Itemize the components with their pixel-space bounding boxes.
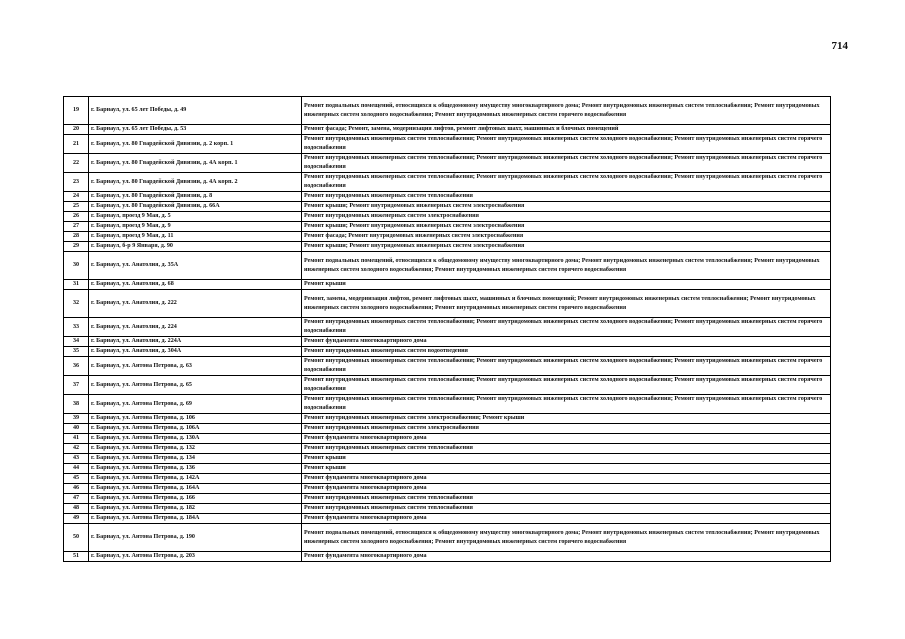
row-number-cell: 24 [64, 192, 89, 202]
table-row [64, 202, 831, 212]
table-row [64, 357, 831, 376]
address-cell: г. Барнаул, ул. 65 лет Победы, д. 49 [89, 97, 302, 125]
works-cell: Ремонт внутридомовых инженерных систем теплоснабжения [302, 504, 831, 514]
table-row [64, 524, 831, 552]
row-number-cell: 32 [64, 290, 89, 318]
row-number-cell: 42 [64, 444, 89, 454]
table-row [64, 318, 831, 337]
repair-register-table [63, 96, 831, 562]
address-cell: г. Барнаул, ул. Анатолия, д. 304А [89, 347, 302, 357]
table-row [64, 474, 831, 484]
page-number: 714 [831, 40, 848, 52]
table-row [64, 173, 831, 192]
address-cell: г. Барнаул, ул. Антона Петрова, д. 182 [89, 504, 302, 514]
address-cell: г. Барнаул, ул. Антона Петрова, д. 190 [89, 524, 302, 552]
table-body [64, 97, 831, 562]
table-row [64, 376, 831, 395]
row-number-cell: 43 [64, 454, 89, 464]
address-cell: г. Барнаул, ул. Анатолия, д. 224А [89, 337, 302, 347]
row-number-cell: 44 [64, 464, 89, 474]
address-cell: г. Барнаул, проезд 9 Мая, д. 11 [89, 232, 302, 242]
works-cell: Ремонт фасада; Ремонт внутридомовых инженерных систем электроснабжения [302, 232, 831, 242]
works-cell: Ремонт подвальных помещений, относящихся к общедомовому имуществу многоквартирного дома; Ремонт внутридомовых инженерных систем теплоснабжения; Ремонт внутридомовых инженерных систем холодного водоснабжения; Ремонт внутридомовых инженерных систем горячего водоснабжения [302, 252, 831, 280]
address-cell: г. Барнаул, ул. Антона Петрова, д. 69 [89, 395, 302, 414]
table-row [64, 434, 831, 444]
works-cell: Ремонт крыши [302, 280, 831, 290]
table-row [64, 222, 831, 232]
works-cell: Ремонт крыши [302, 454, 831, 464]
table-row [64, 337, 831, 347]
address-cell: г. Барнаул, ул. Антона Петрова, д. 136 [89, 464, 302, 474]
row-number-cell: 51 [64, 552, 89, 562]
table-row [64, 484, 831, 494]
address-cell: г. Барнаул, ул. Антона Петрова, д. 65 [89, 376, 302, 395]
works-cell: Ремонт подвальных помещений, относящихся к общедомовому имуществу многоквартирного дома; Ремонт внутридомовых инженерных систем теплоснабжения; Ремонт внутридомовых инженерных систем холодного водоснабжения; Ремонт внутридомовых инженерных систем горячего водоснабжения [302, 524, 831, 552]
table-row [64, 454, 831, 464]
address-cell: г. Барнаул, ул. Антона Петрова, д. 130А [89, 434, 302, 444]
row-number-cell: 39 [64, 414, 89, 424]
works-cell: Ремонт фундамента многоквартирного дома [302, 337, 831, 347]
address-cell: г. Барнаул, ул. Антона Петрова, д. 184А [89, 514, 302, 524]
works-cell: Ремонт внутридомовых инженерных систем теплоснабжения; Ремонт внутридомовых инженерных систем холодного водоснабжения; Ремонт внутридомовых инженерных систем горячего водоснабжения [302, 173, 831, 192]
address-cell: г. Барнаул, ул. Антона Петрова, д. 134 [89, 454, 302, 464]
row-number-cell: 26 [64, 212, 89, 222]
works-cell: Ремонт внутридомовых инженерных систем теплоснабжения; Ремонт внутридомовых инженерных систем холодного водоснабжения; Ремонт внутридомовых инженерных систем горячего водоснабжения [302, 395, 831, 414]
address-cell: г. Барнаул, ул. Анатолия, д. 68 [89, 280, 302, 290]
works-cell: Ремонт, замена, модернизация лифтов, ремонт лифтовых шахт, машинных и блочных помещений; Ремонт внутридомовых инженерных систем теплоснабжения; Ремонт внутридомовых инженерных систем холодного водоснабжения; Ремонт внутридомовых инженерных систем горячего водоснабжения [302, 290, 831, 318]
row-number-cell: 22 [64, 154, 89, 173]
address-cell: г. Барнаул, ул. 65 лет Победы, д. 53 [89, 125, 302, 135]
row-number-cell: 35 [64, 347, 89, 357]
works-cell: Ремонт внутридомовых инженерных систем теплоснабжения; Ремонт внутридомовых инженерных систем холодного водоснабжения; Ремонт внутридомовых инженерных систем горячего водоснабжения [302, 154, 831, 173]
address-cell: г. Барнаул, ул. Антона Петрова, д. 142А [89, 474, 302, 484]
table-row [64, 135, 831, 154]
row-number-cell: 38 [64, 395, 89, 414]
address-cell: г. Барнаул, ул. Антона Петрова, д. 164А [89, 484, 302, 494]
table-row [64, 280, 831, 290]
works-cell: Ремонт фундамента многоквартирного дома [302, 474, 831, 484]
row-number-cell: 37 [64, 376, 89, 395]
table-row [64, 212, 831, 222]
row-number-cell: 46 [64, 484, 89, 494]
works-cell: Ремонт фундамента многоквартирного дома [302, 552, 831, 562]
row-number-cell: 34 [64, 337, 89, 347]
row-number-cell: 28 [64, 232, 89, 242]
table-row [64, 290, 831, 318]
table-row [64, 504, 831, 514]
address-cell: г. Барнаул, проезд 9 Мая, д. 9 [89, 222, 302, 232]
works-cell: Ремонт крыши; Ремонт внутридомовых инженерных систем электроснабжения [302, 202, 831, 212]
row-number-cell: 31 [64, 280, 89, 290]
table-row [64, 347, 831, 357]
row-number-cell: 50 [64, 524, 89, 552]
works-cell: Ремонт фундамента многоквартирного дома [302, 484, 831, 494]
works-cell: Ремонт внутридомовых инженерных систем теплоснабжения; Ремонт внутридомовых инженерных систем холодного водоснабжения; Ремонт внутридомовых инженерных систем горячего водоснабжения [302, 376, 831, 395]
table-row [64, 552, 831, 562]
address-cell: г. Барнаул, ул. Антона Петрова, д. 63 [89, 357, 302, 376]
address-cell: г. Барнаул, ул. 80 Гвардейской Дивизии, д. 8 [89, 192, 302, 202]
address-cell: г. Барнаул, ул. 80 Гвардейской Дивизии, д. 66А [89, 202, 302, 212]
address-cell: г. Барнаул, б-р 9 Января, д. 90 [89, 242, 302, 252]
works-cell: Ремонт внутридомовых инженерных систем теплоснабжения; Ремонт внутридомовых инженерных систем холодного водоснабжения; Ремонт внутридомовых инженерных систем горячего водоснабжения [302, 357, 831, 376]
table-row [64, 444, 831, 454]
table-row [64, 464, 831, 474]
works-cell: Ремонт внутридомовых инженерных систем электроснабжения [302, 212, 831, 222]
row-number-cell: 49 [64, 514, 89, 524]
address-cell: г. Барнаул, ул. Анатолия, д. 35А [89, 252, 302, 280]
works-cell: Ремонт крыши; Ремонт внутридомовых инженерных систем электроснабжения [302, 222, 831, 232]
row-number-cell: 30 [64, 252, 89, 280]
address-cell: г. Барнаул, ул. Антона Петрова, д. 132 [89, 444, 302, 454]
row-number-cell: 36 [64, 357, 89, 376]
address-cell: г. Барнаул, ул. Антона Петрова, д. 166 [89, 494, 302, 504]
table-row [64, 154, 831, 173]
row-number-cell: 33 [64, 318, 89, 337]
table-row [64, 125, 831, 135]
works-cell: Ремонт крыши; Ремонт внутридомовых инженерных систем электроснабжения [302, 242, 831, 252]
row-number-cell: 20 [64, 125, 89, 135]
address-cell: г. Барнаул, ул. Антона Петрова, д. 203 [89, 552, 302, 562]
works-cell: Ремонт фасада; Ремонт, замена, модернизация лифтов, ремонт лифтовых шахт, машинных и блочных помещений [302, 125, 831, 135]
works-cell: Ремонт внутридомовых инженерных систем теплоснабжения [302, 444, 831, 454]
works-cell: Ремонт внутридомовых инженерных систем электроснабжения; Ремонт крыши [302, 414, 831, 424]
works-cell: Ремонт внутридомовых инженерных систем водоотведения [302, 347, 831, 357]
table-row [64, 494, 831, 504]
works-cell: Ремонт внутридомовых инженерных систем теплоснабжения; Ремонт внутридомовых инженерных систем холодного водоснабжения; Ремонт внутридомовых инженерных систем горячего водоснабжения [302, 318, 831, 337]
works-cell: Ремонт крыши [302, 464, 831, 474]
address-cell: г. Барнаул, ул. 80 Гвардейской Дивизии, д. 2 корп. 1 [89, 135, 302, 154]
row-number-cell: 29 [64, 242, 89, 252]
works-cell: Ремонт внутридомовых инженерных систем теплоснабжения [302, 192, 831, 202]
works-cell: Ремонт внутридомовых инженерных систем электроснабжения [302, 424, 831, 434]
table-row [64, 414, 831, 424]
address-cell: г. Барнаул, ул. 80 Гвардейской Дивизии, д. 4А корп. 2 [89, 173, 302, 192]
address-cell: г. Барнаул, ул. Антона Петрова, д. 106А [89, 424, 302, 434]
table-row [64, 242, 831, 252]
row-number-cell: 27 [64, 222, 89, 232]
address-cell: г. Барнаул, ул. Анатолия, д. 224 [89, 318, 302, 337]
row-number-cell: 21 [64, 135, 89, 154]
row-number-cell: 41 [64, 434, 89, 444]
works-cell: Ремонт фундамента многоквартирного дома [302, 514, 831, 524]
address-cell: г. Барнаул, ул. 80 Гвардейской Дивизии, д. 4А корп. 1 [89, 154, 302, 173]
address-cell: г. Барнаул, ул. Анатолия, д. 222 [89, 290, 302, 318]
table-row [64, 514, 831, 524]
works-cell: Ремонт внутридомовых инженерных систем теплоснабжения [302, 494, 831, 504]
works-cell: Ремонт внутридомовых инженерных систем теплоснабжения; Ремонт внутридомовых инженерных систем холодного водоснабжения; Ремонт внутридомовых инженерных систем горячего водоснабжения [302, 135, 831, 154]
address-cell: г. Барнаул, ул. Антона Петрова, д. 106 [89, 414, 302, 424]
row-number-cell: 23 [64, 173, 89, 192]
row-number-cell: 25 [64, 202, 89, 212]
row-number-cell: 48 [64, 504, 89, 514]
row-number-cell: 19 [64, 97, 89, 125]
row-number-cell: 47 [64, 494, 89, 504]
row-number-cell: 40 [64, 424, 89, 434]
table-row [64, 232, 831, 242]
table-row [64, 395, 831, 414]
address-cell: г. Барнаул, проезд 9 Мая, д. 5 [89, 212, 302, 222]
works-cell: Ремонт фундамента многоквартирного дома [302, 434, 831, 444]
works-cell: Ремонт подвальных помещений, относящихся к общедомовому имуществу многоквартирного дома; Ремонт внутридомовых инженерных систем теплоснабжения; Ремонт внутридомовых инженерных систем холодного водоснабжения; Ремонт внутридомовых инженерных систем горячего водоснабжения [302, 97, 831, 125]
table-row [64, 97, 831, 125]
row-number-cell: 45 [64, 474, 89, 484]
table-row [64, 192, 831, 202]
table-row [64, 252, 831, 280]
table-row [64, 424, 831, 434]
